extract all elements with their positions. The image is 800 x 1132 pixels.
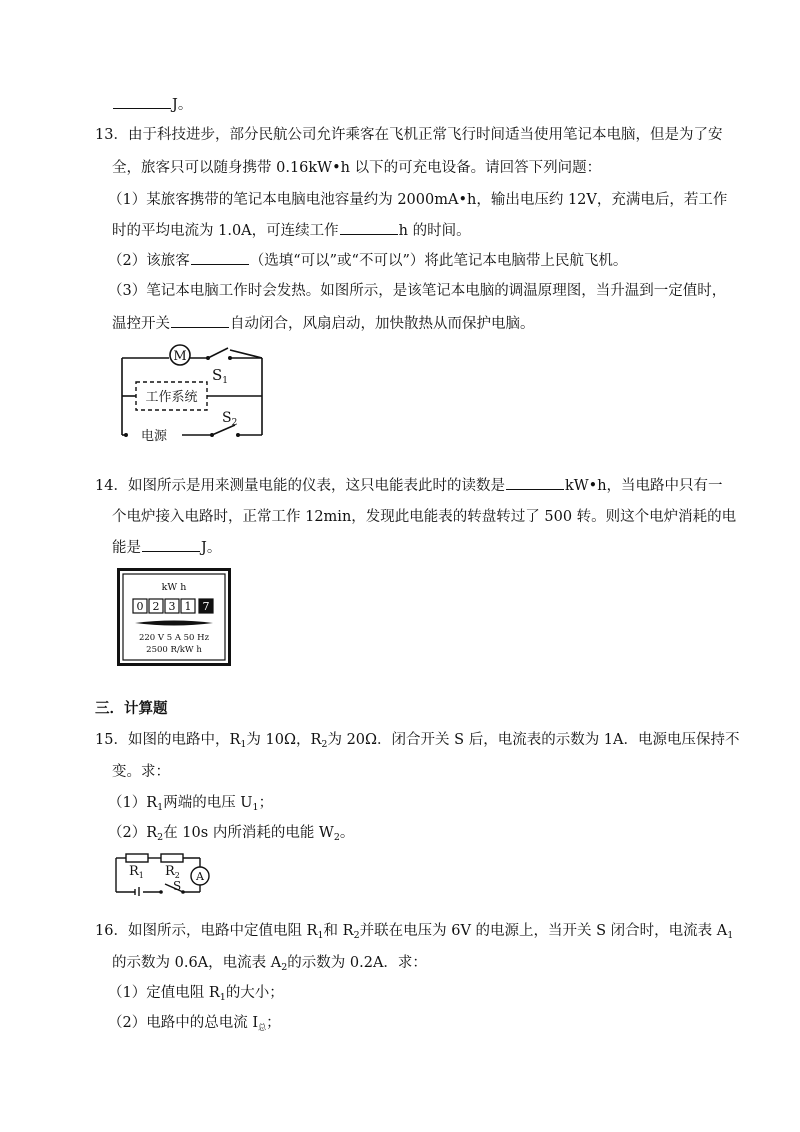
power-source-label: 电源 (140, 429, 168, 444)
q13-line6: （3）笔记本电脑工作时会发热。如图所示，是该笔记本电脑的调温原理图，当升温到一定值时， (108, 283, 727, 299)
q16-line4: （2）电路中的总电流 $I_总$； (108, 1015, 281, 1032)
section-title: 三．计算题 (95, 700, 168, 717)
q15-line3: $(1)R_1$两端的电压 $U_1$； (108, 795, 274, 813)
meter-spec-line2: 2500 R/kW h (146, 645, 202, 655)
q15-circuit-diagram (113, 848, 218, 896)
energy-meter-figure (117, 568, 231, 666)
meter-digit-1: 0 (136, 600, 144, 613)
switch-s1 (206, 348, 232, 360)
resistor-r1-label: $R_1$ (129, 864, 144, 880)
q15-line1: 15．如图的电路中，$R_1$为 10Ω，$R_2$为 20Ω．闭合开关 S 后，电流表的示数为 1A．电源电压保持不 (95, 732, 740, 750)
q13-line5: （2）该旅客 （选填“可以”或“不可以”）将此笔记本电脑带上民航飞机。 (108, 250, 627, 271)
q13-line4: 时的平均电流为 1.0A，可连续工作 h 的时间。 (112, 220, 471, 241)
q13-line1: 13．由于科技进步，部分民航公司允许乘客在飞机正常飞行时间适当使用笔记本电脑，但是为了安 (95, 127, 723, 143)
answer-blank (191, 250, 249, 265)
motor-label: M (173, 349, 187, 364)
answer-blank (113, 94, 171, 109)
meter-digit-3: 3 (168, 600, 176, 613)
q15-line4: $(2)R_2$在 10s 内所消耗的电能 $W_2$。 (108, 825, 355, 843)
q16-line2: 的示数为 0.6A，电流表 $A_2$的示数为 0.2A．求： (112, 955, 427, 973)
answer-blank (506, 475, 564, 490)
q13-line2: 全，旅客只可以随身携带 0.16kW•h 以下的可充电设备。请回答下列问题： (112, 160, 602, 176)
answer-blank (142, 537, 200, 552)
meter-digit-2: 2 (152, 600, 160, 613)
answer-blank (171, 313, 229, 328)
q13-circuit-diagram (112, 340, 272, 445)
meter-digit-5: 7 (202, 600, 210, 613)
switch-s1-label: $S_1$ (212, 366, 229, 386)
prev-answer-line: J。 (112, 94, 192, 115)
work-system-label: 工作系统 (145, 390, 198, 405)
q15-line2: 变。求： (112, 764, 170, 780)
meter-spec-line1: 220 V 5 A 50 Hz (138, 633, 210, 643)
switch-s2-label: $S_2$ (222, 410, 238, 428)
ammeter-label: A (196, 870, 204, 883)
q13-line7: 温控开关 自动闭合，风扇启动，加快散热从而保护电脑。 (112, 313, 535, 334)
q14-line2: 个电炉接入电路时，正常工作 12min，发现此电能表的转盘转过了 500 转。则这个电炉消耗的电 (112, 509, 737, 525)
q16-line3: （1）定值电阻 $R_1$的大小； (108, 985, 284, 1003)
resistor-r2-label: $R_2$ (165, 864, 180, 880)
meter-digit-4: 1 (184, 600, 192, 613)
switch-s-label: S (173, 879, 182, 893)
answer-blank (340, 220, 398, 235)
q14-line1: 14．如图所示是用来测量电能的仪表，这只电能表此时的读数是 kW•h，当电路中只有一 (95, 475, 723, 496)
q16-line1: 16．如图所示，电路中定值电阻 $R_1$和 $R_2$并联在电压为 6V 的电源上，当开关 S 闭合时，电流表 $A_1$ (95, 923, 734, 941)
meter-unit-label: kW h (161, 582, 187, 593)
q13-line3: （1）某旅客携带的笔记本电脑电池容量约为 2000mA•h，输出电压约 12V，充满电后，若工作 (108, 192, 728, 208)
q14-line3: 能是 J。 (112, 537, 221, 558)
